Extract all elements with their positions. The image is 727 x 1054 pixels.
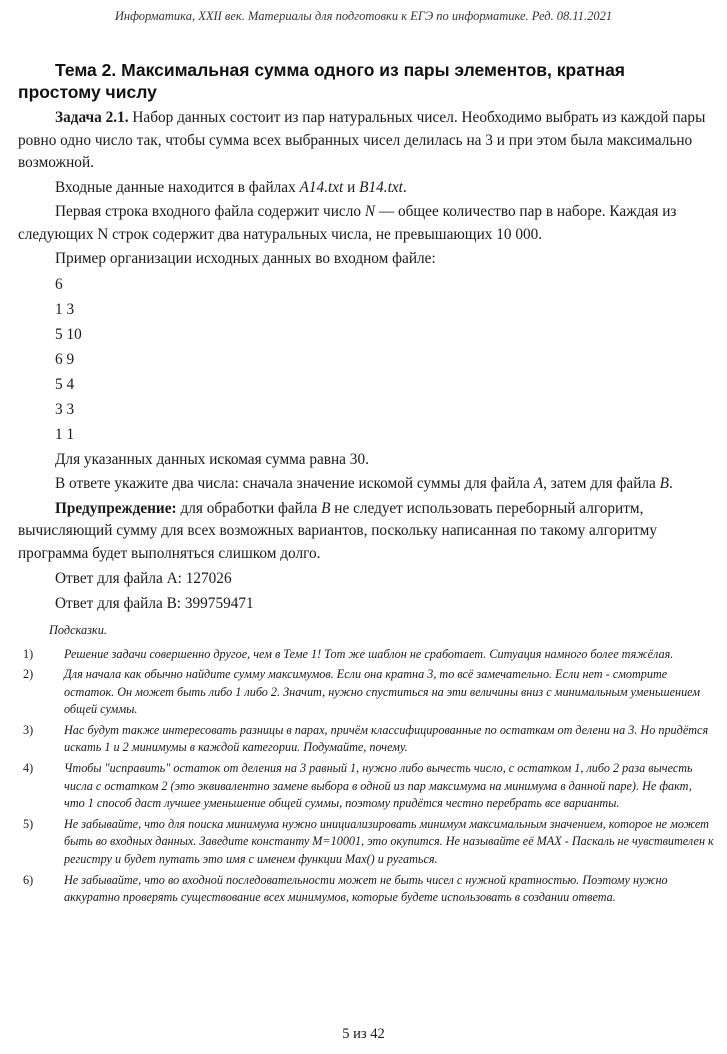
sample-line: 6 9 bbox=[55, 350, 75, 368]
sample-line: 3 3 bbox=[55, 400, 75, 418]
page-header: Информатика, XXII век. Материалы для подготовки к ЕГЭ по информатике. Ред. 08.11.2021 bbox=[114, 9, 613, 23]
answer-instruction-suffix: . bbox=[669, 475, 673, 492]
answer-instruction-a: A bbox=[533, 475, 544, 492]
answer-instruction-b: B bbox=[659, 475, 669, 492]
hint-number: 3) bbox=[23, 722, 34, 737]
sample-line: 5 4 bbox=[55, 375, 75, 393]
hint-number: 6) bbox=[23, 872, 34, 887]
task-label: Задача 2.1. bbox=[55, 109, 129, 126]
hint-number: 5) bbox=[23, 816, 34, 831]
sample-line: 1 3 bbox=[55, 300, 75, 318]
task-text: Набор данных состоит из пар натуральных чисел. Необходимо выбрать из каждой пары ровно одно число так, чтобы сумма всех выбранных чисел делилась на 3 и при этом была максимально возможной. bbox=[18, 109, 706, 171]
hint-text: Решение задачи совершенно другое, чем в Теме 1! Тот же шаблон не сработает. Ситуация намного более тяжёлая. bbox=[64, 646, 674, 661]
hint-item bbox=[18, 646, 718, 664]
hint-text: Не забывайте, что для поиска минимума нужно инициализировать минимум максимальным значением, которое не может быть во входных данных. Заведите константу M=10001, это окупится. Не называйте её MAX - Паскаль не чувствителен к регистру и будет путать это имя с именем функции Max() и ругаться. bbox=[64, 816, 714, 867]
hint-text: Для начала как обычно найдите сумму максимумов. Если она кратна 3, то всё замечательно. Если нет - смотрите остаток. Он может быть либо 1 либо 2. Значит, нужно спуститься на эти величины вниз с минимальным уменьшением общей суммы. bbox=[64, 667, 701, 717]
hint-item bbox=[18, 816, 718, 869]
file-a-name: A14.txt bbox=[299, 178, 344, 196]
task-paragraph bbox=[18, 107, 718, 175]
hints-title: Подсказки. bbox=[49, 623, 107, 637]
sample-line: 1 1 bbox=[55, 425, 75, 443]
result-line: Для указанных данных искомая сумма равна 30. bbox=[55, 450, 369, 468]
format-n: N bbox=[364, 203, 376, 220]
document-body bbox=[18, 107, 718, 910]
hint-number: 2) bbox=[23, 667, 34, 682]
warning-text: не следует использовать переборный алгоритм, вычисляющий сумму для всех возможных вариантов, поскольку написанная по такому алгоритму программа будет выполняться слишком долго. bbox=[18, 499, 657, 562]
warning-prefix: для обработки файла bbox=[176, 499, 322, 517]
warning-label: Предупреждение: bbox=[55, 499, 177, 517]
sample-data bbox=[18, 272, 718, 447]
format-suffix: — общее количество пар в наборе. Каждая из следующих N строк содержит два натуральных числа, не превышающих 10 000. bbox=[18, 203, 677, 243]
example-intro: Пример организации исходных данных во входном файле: bbox=[55, 250, 436, 267]
hint-text: Нас будут также интересовать разницы в парах, причём классифицированные по остаткам от делени на 3. Но придётся искать 1 и 2 минимумы в каждой категории. Подумайте, почему. bbox=[64, 722, 709, 755]
answer-instruction-middle: , затем для файла bbox=[543, 475, 660, 492]
hint-text: Чтобы "исправить" остаток от деления на 3 равный 1, нужно либо вычесть число, с остатком 1, либо 2 раза вычесть числа с остатком 2 (это эквивалентно замене выбора в одной из пар максимума на минимума в данной паре). Не факт, что 1 способ даст лучшее уменьшение общей суммы, поэтому придётся честно перебрать все варианты. bbox=[64, 761, 693, 811]
files-prefix: Входные данные находится в файлах bbox=[55, 178, 300, 196]
answer-instruction-prefix: В ответе укажите два числа: сначала значение искомой суммы для файла bbox=[55, 475, 534, 492]
warning-paragraph bbox=[18, 498, 718, 566]
hint-item bbox=[18, 666, 718, 719]
hint-number: 4) bbox=[23, 761, 34, 776]
file-b-name: B14.txt bbox=[359, 178, 403, 196]
format-prefix: Первая строка входного файла содержит число bbox=[55, 203, 365, 220]
page-number: 5 из 42 bbox=[342, 1026, 385, 1042]
hint-item bbox=[18, 760, 718, 813]
warning-file-b: B bbox=[321, 499, 331, 517]
hint-item bbox=[18, 872, 718, 907]
section-title: Тема 2. Максимальная сумма одного из пары элементов, кратная простому числу bbox=[18, 60, 626, 102]
files-suffix: . bbox=[402, 178, 407, 196]
answer-instruction bbox=[18, 473, 718, 496]
format-paragraph bbox=[18, 201, 718, 246]
sample-line: 5 10 bbox=[55, 325, 82, 343]
files-and: и bbox=[343, 178, 360, 196]
answer-a: Ответ для файла A: 127026 bbox=[55, 570, 232, 587]
answer-b: Ответ для файла B: 399759471 bbox=[55, 594, 254, 612]
hint-number: 1) bbox=[23, 646, 34, 661]
hint-text: Не забывайте, что во входной последовательности может не быть чисел с нужной кратностью. Поэтому нужно аккуратно проверять существование всех минимумов, которые будете использовать в создании ответа. bbox=[64, 872, 668, 905]
files-paragraph bbox=[18, 177, 718, 200]
hints-list bbox=[18, 646, 718, 907]
sample-line: 6 bbox=[55, 275, 63, 293]
hint-item bbox=[18, 722, 718, 757]
